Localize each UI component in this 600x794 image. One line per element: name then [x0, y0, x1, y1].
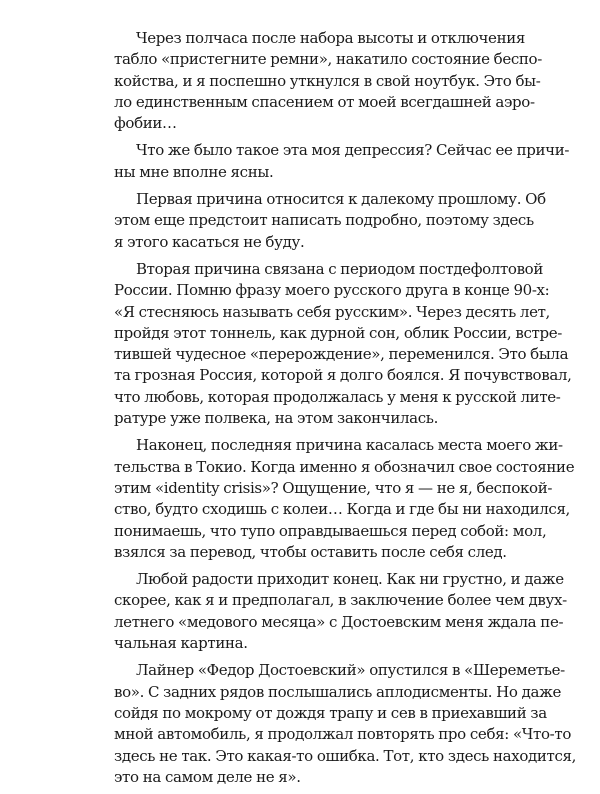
text-line: этом еще предстоит написать подробно, поэтому здесь [114, 211, 534, 230]
paragraph-7 [114, 660, 577, 788]
paragraph-4 [114, 259, 572, 429]
text-line: здесь не так. Это какая-то ошибка. Тот, кто здесь находится, [114, 746, 577, 765]
paragraph-2 [114, 140, 570, 183]
text-line: ратуре уже полвека, на этом закончилась. [114, 409, 439, 428]
text-line: понимаешь, что тупо оправдываешься перед собой: мол, [114, 521, 547, 540]
text-line: Наконец, последняя причина касалась места моего жи- [136, 436, 563, 455]
text-line: Через полчаса после набора высоты и отключения [136, 29, 525, 47]
text-line: этим «identity crisis»? Ощущение, что я — не я, беспокой- [114, 478, 553, 497]
text-line: табло «пристегните ремни», накатило состояние беспо- [114, 50, 542, 69]
paragraph-6 [114, 569, 567, 654]
text-line: России. Помню фразу моего русского друга в конце 90-х: [114, 281, 550, 300]
text-line: мной автомобиль, я продолжал повторять про себя: «Что-то [114, 725, 572, 744]
text-line: Лайнер «Федор Достоевский» опустился в «Шереметье- [136, 661, 565, 680]
text-line: скорее, как я и предполагал, в заключение более чем двух- [114, 591, 567, 610]
text-line: что любовь, которая продолжалась у меня к русской лите- [114, 387, 561, 406]
text-line: чальная картина. [114, 634, 248, 653]
text-line: «Я стесняюсь называть себя русским». Через десять лет, [114, 302, 550, 321]
text-line: та грозная Россия, которой я долго боялся. Я почувствовал, [114, 366, 572, 385]
text-line: во». С задних рядов послышались аплодисменты. Но даже [114, 682, 562, 701]
text-line: ны мне вполне ясны. [114, 162, 274, 181]
text-line: ло единственным спасением от моей всегдашней аэро- [114, 92, 535, 111]
text-line: Первая причина относится к далекому прошлому. Об [136, 190, 546, 209]
text-line: я этого касаться не буду. [114, 232, 305, 251]
text-line: пройдя этот тоннель, как дурной сон, облик России, встре- [114, 323, 562, 342]
text-line: ство, будто сходишь с колеи… Когда и где бы ни находился, [114, 500, 570, 519]
text-line: тельства в Токио. Когда именно я обозначил свое состояние [114, 457, 575, 476]
text-line: фобии… [114, 114, 177, 133]
text-line: сойдя по мокрому от дождя трапу и сев в приехавший за [114, 703, 547, 722]
text-line: это на самом деле не я». [114, 767, 301, 786]
text-line: летнего «медового месяца» с Достоевским меня ждала пе- [114, 612, 564, 631]
paragraph-1 [114, 28, 542, 134]
text-line: койства, и я поспешно уткнулся в свой ноутбук. Это бы- [114, 71, 541, 90]
text-line: тившей чудесное «перерождение», переменился. Это была [114, 345, 569, 364]
paragraph-5 [114, 435, 575, 563]
text-line: Любой радости приходит конец. Как ни грустно, и даже [136, 570, 564, 589]
book-page [114, 28, 577, 794]
paragraph-3 [114, 189, 546, 253]
text-line: Вторая причина связана с периодом постдефолтовой [136, 259, 544, 278]
text-line: взялся за перевод, чтобы оставить после себя след. [114, 542, 507, 561]
text-line: Что же было такое эта моя депрессия? Сейчас ее причи- [136, 141, 570, 160]
